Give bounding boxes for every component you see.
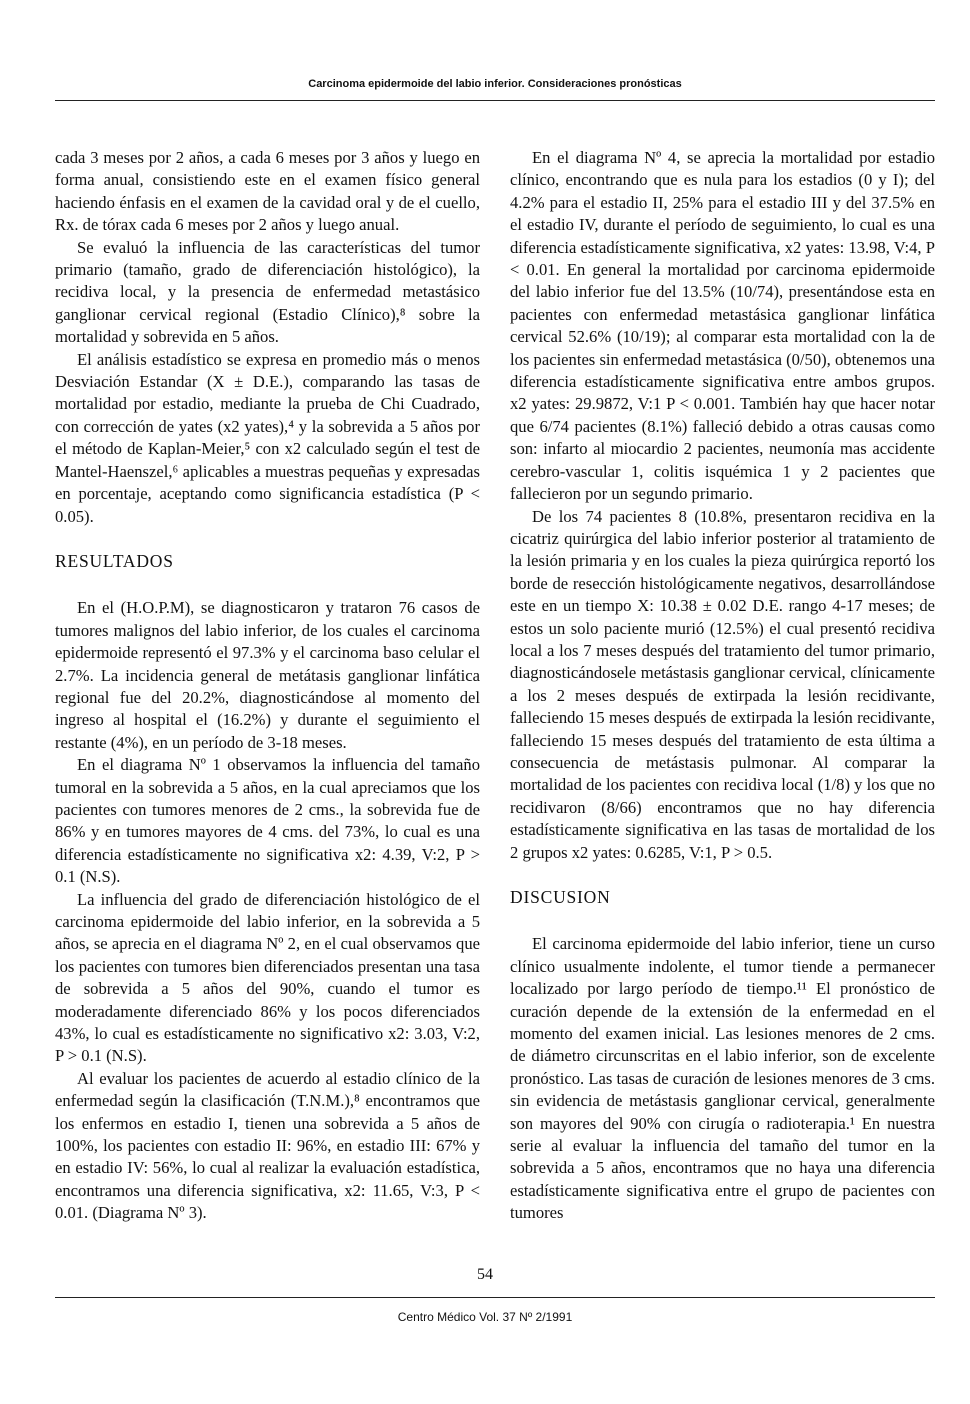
paragraph: Se evaluó la influencia de las características del tumor primario (tamaño, grado de diferenciación histológico), la recidiva local, y la presencia de enfermedad metastásico ganglionar cervical regional (Estadio Clínico),⁸ sobre la mortalidad y sobrevida en 5 años.: [55, 237, 480, 347]
paragraph: El análisis estadístico se expresa en promedio más o menos Desviación Estandar (X ± D.E.), comparando las tasas de mortalidad por estadio, mediante la prueba de Chi Cuadrado, con corrección de yates (x2 yates),⁴ y la sobrevida a 5 años por el método de Kaplan-Meier,⁵ con x2 calculado según el test de Mantel-Haenszel,⁶ aplicables a muestras pequeñas y expresadas en porcentaje, aceptando como significancia estadística (P < 0.05).: [55, 349, 480, 526]
footer-divider: [55, 1297, 935, 1298]
paragraph: cada 3 meses por 2 años, a cada 6 meses por 3 años y luego en forma anual, consistiendo este en el examen físico general haciendo énfasis en el examen de la cavidad oral y de el cuello, Rx. de tórax cada 6 meses por 2 años y luego anual.: [55, 148, 480, 235]
paragraph: La influencia del grado de diferenciación histológico de el carcinoma epidermoide del labio inferior, en la sobrevida a 5 años, se aprecia en el diagrama Nº 2, en el cual observamos que los pacientes con tumores bien diferenciados presentan una tasa de sobrevida a 5 años del 90%, cuando el tumor es moderadamente diferenciado 86% y los pocos diferenciados 43%, lo cual es estadísticamente no significativo x2: 3.03, V:2, P > 0.1 (N.S).: [55, 889, 480, 1066]
section-heading-discusion: DISCUSION: [510, 887, 611, 907]
paragraph: Al evaluar los pacientes de acuerdo al estadio clínico de la enfermedad según la clasificación (T.N.M.),⁸ encontramos que los enfermos en estadio I, tienen una sobrevida a 5 años de 100%, los pacientes con estadio II: 96%, en estadio III: 67% y en estadio IV: 56%, lo cual al realizar la evaluación estadística, encontramos una diferencia significativa, x2: 11.65, V:3, P < 0.01. (Diagrama Nº 3).: [55, 1068, 480, 1223]
paragraph: En el diagrama Nº 4, se aprecia la mortalidad por estadio clínico, encontrando que es nula para los estadios (0 y I); del 4.2% para el estadio II, 25% para el estadio III y del 37.5% en el estadio IV, durante el período de seguimiento, lo cual es una diferencia estadísticamente significativa, x2 yates: 13.98, V:4, P < 0.01. En general la mortalidad por carcinoma epidermoide del labio inferior fue del 13.5% (10/74), presentándose esta en pacientes con enfermedad metastásica ganglionar linfática cervical 52.6% (10/19); al comparar esta mortalidad con la de los pacientes sin enfermedad metastásica (0/50), obtenemos una diferencia estadísticamente significativa entre ambos grupos. x2 yates: 29.9872, V:1 P < 0.001. También hay que hacer notar que 6/74 pacientes (8.1%) falleció debido a otras causas como son: infarto al miocardio 2 pacientes, neumonía mas accidente cerebro-vascular 1, colitis isquémica 1 y 2 pacientes que fallecieron por un segundo primario.: [510, 148, 935, 504]
page-number: 54: [477, 1266, 493, 1283]
right-column: [510, 147, 935, 1225]
paragraph: En el diagrama Nº 1 observamos la influencia del tamaño tumoral en la sobrevida a 5 años, en la cual apreciamos que los pacientes con tumores menores de 2 cms., la sobrevida fue de 86% y en tumores mayores de 4 cms. del 73%, lo cual es una diferencia estadísticamente no significativa x2: 4.39, V:2, P > 0.1 (N.S).: [55, 755, 480, 887]
running-header: Carcinoma epidermoide del labio inferior. Consideraciones pronósticas: [308, 78, 682, 90]
paragraph: En el (H.O.P.M), se diagnosticaron y trataron 76 casos de tumores malignos del labio inferior, de los cuales el carcinoma epidermoide representó el 97.3% y el carcinoma baso celular el 2.7%. La incidencia general de metátasis ganglionar linfática regional fue del 20.2%, diagnosticándose al momento del ingreso al hospital el (16.2%) y durante el seguimiento el restante (4%), en un período de 3-18 meses.: [55, 598, 480, 752]
paragraph: De los 74 pacientes 8 (10.8%, presentaron recidiva en la cicatriz quirúrgica del labio inferior posterior al tratamiento de la lesión primaria y en los cuales la pieza quirúrgica reportó los borde de resección histológicamente negativos, desarrollándose este en un tiempo X: 10.38 ± 0.02 D.E. rango 4-17 meses; de estos un solo paciente murió (12.5%) el cual presentó recidiva local a los 7 meses después del tratamiento del tumor primario, diagnosticándosele metástasis ganglionar cervical, clínicamente a los 2 meses después de extirpada la lesión recidivante, falleciendo 15 meses después de extirpada la lesión recidivante, falleciendo 15 meses después del tratamiento de esta última a consecuencia de metástasis pulmonar. Al comparar la mortalidad de los pacientes con recidiva local (1/8) y los que no recidivaron (8/66) encontramos que no hay diferencia estadísticamente significativa en las tasas de mortalidad de los 2 grupos x2 yates: 0.6285, V:1, P > 0.5.: [510, 506, 935, 862]
journal-footer: Centro Médico Vol. 37 Nº 2/1991: [397, 1310, 573, 1324]
header-divider: [55, 100, 935, 101]
left-column: [55, 147, 480, 1225]
paragraph: El carcinoma epidermoide del labio inferior, tiene un curso clínico usualmente indolente, el tumor tiende a permanecer localizado por largo período de tiempo.¹¹ El pronóstico de curación depende de la extensión de la enfermedad en el momento del examen inicial. Las lesiones menores de 2 cms. de diámetro circunscritas en el labio inferior, son de excelente pronóstico. Las tasas de curación de lesiones menores de 3 cms. sin evidencia de metástasis ganglionar cervical, generalmente son mayores del 90% con cirugía o radioterapia.¹ En nuestra serie al evaluar la influencia del tamaño del tumor en la sobrevida a 5 años, encontramos que no haya una diferencia estadísticamente significativa entre el grupo de pacientes con tumores: [510, 934, 935, 1223]
section-heading-resultados: RESULTADOS: [55, 550, 174, 571]
